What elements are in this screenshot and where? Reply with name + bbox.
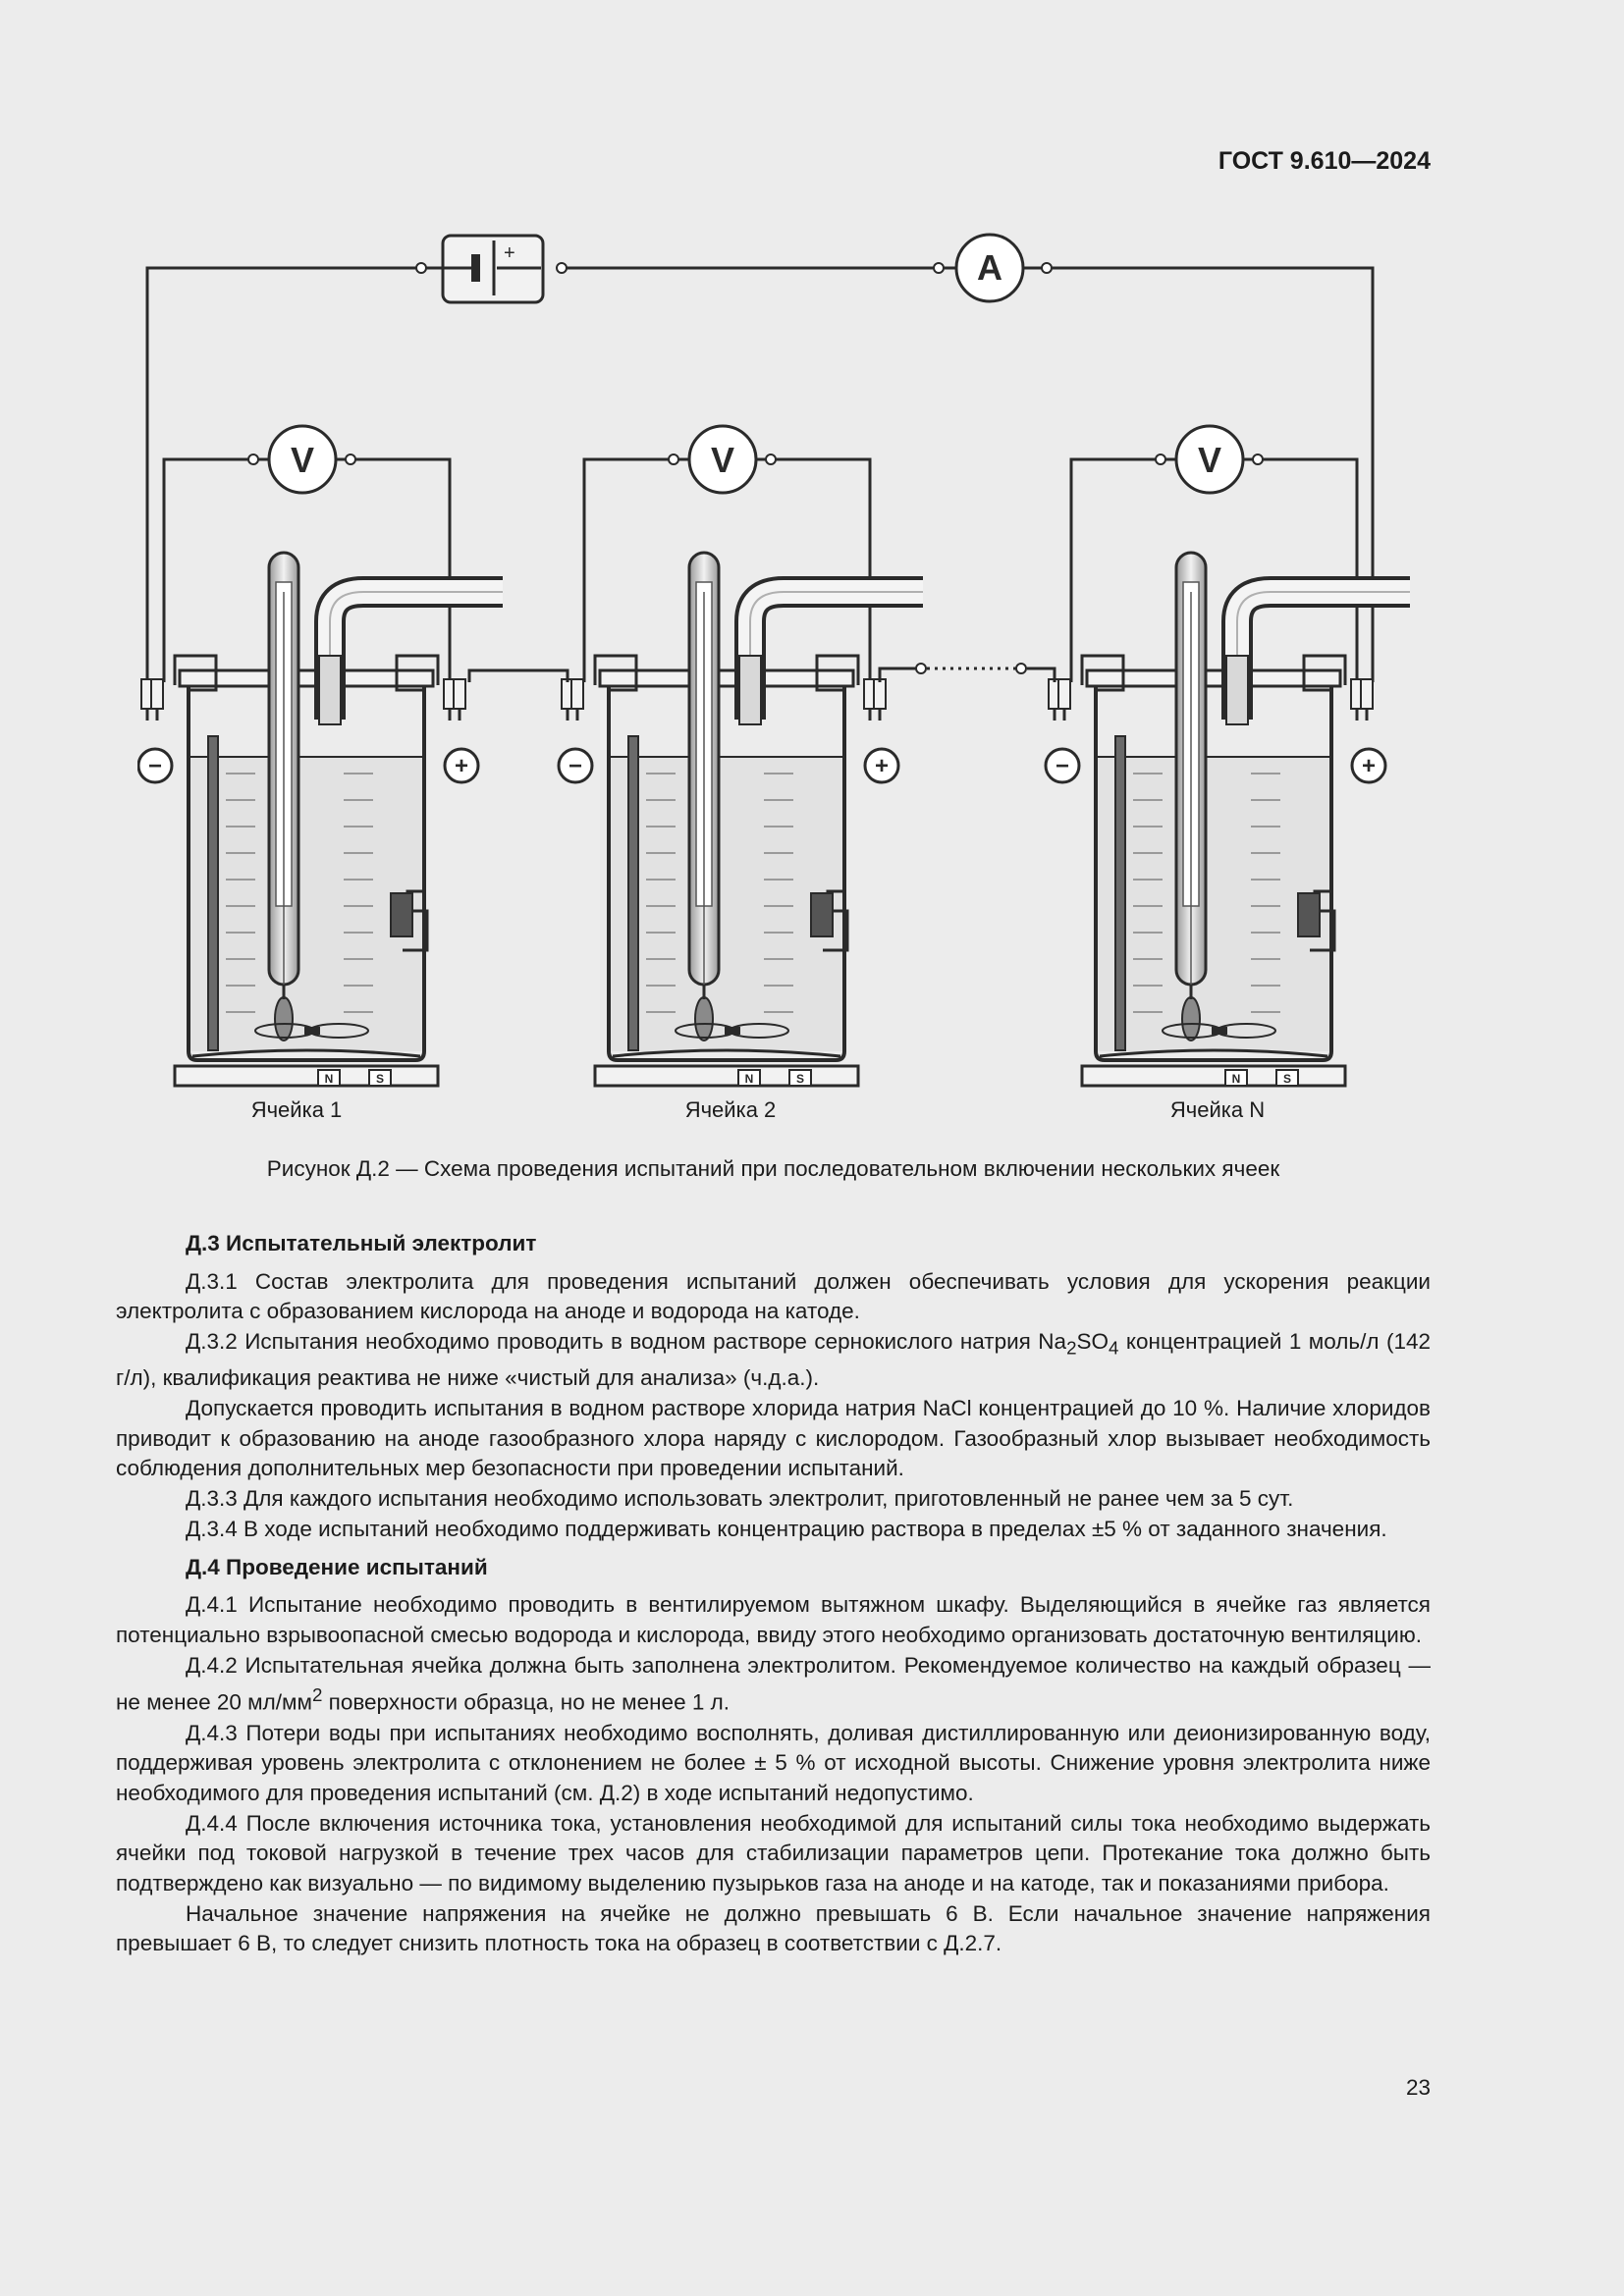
paragraph-d4-1: Д.4.1 Испытание необходимо проводить в вентилируемом вытяжном шкафу. Выделяющийся в ячейке газ является потенциально взрывоопасной смесью водорода и кислорода, ввиду этого необходимо организовать достаточную вентиляцию.: [116, 1592, 1431, 1647]
document-body: [116, 1229, 1431, 1959]
terminal-dot: [1042, 263, 1052, 273]
magnet-s-label: S: [795, 1072, 805, 1086]
voltmeter-symbol: V: [710, 440, 735, 480]
stirrer-base: [595, 1066, 858, 1086]
voltmeter-wire-left: [164, 459, 248, 682]
stirrer-base: [175, 1066, 438, 1086]
minus-symbol: −: [147, 753, 163, 779]
plus-symbol: +: [1361, 753, 1377, 779]
minus-symbol: −: [568, 753, 583, 779]
anode-specimen: [391, 893, 412, 936]
paragraph-d3-4: Д.3.4 В ходе испытаний необходимо поддерживать концентрацию раствора в пределах ±5 % от заданного значения.: [186, 1516, 1387, 1541]
terminal-clamp: [454, 679, 465, 709]
voltmeter-symbol: V: [290, 440, 315, 480]
magnet-n-label: N: [324, 1072, 334, 1086]
magnet-n-label: N: [1231, 1072, 1241, 1086]
magnet-s-label: S: [375, 1072, 385, 1086]
thermometer-bulb: [1182, 997, 1200, 1041]
terminal-dot: [766, 454, 776, 464]
gas-tube-stopper: [1226, 656, 1248, 724]
electrolytic-cell-1: [138, 426, 503, 1086]
anode-specimen: [811, 893, 833, 936]
terminal-dot: [1253, 454, 1263, 464]
beaker-lid: [180, 670, 433, 686]
voltmeter-wire-left: [1071, 459, 1156, 682]
stirrer-hub: [725, 1027, 740, 1035]
terminal-dot: [1156, 454, 1165, 464]
paragraph-d4-4: Д.4.4 После включения источника тока, установления необходимой для испытаний силы тока необходимо выдержать ячейки под токовой нагрузкой в течение трех часов для стабилизации параметров цепи. Протекание тока должно быть подтверждено как визуально — по видимому выделению пузырьков газа на аноде и на катоде, так и показаниями прибора.: [116, 1810, 1431, 1896]
test-circuit-figure: [137, 224, 1434, 1156]
electrolyte: [189, 757, 424, 1051]
cell-2-label: Ячейка 2: [684, 1097, 777, 1122]
voltmeter-wire-right: [776, 459, 870, 682]
terminal-dot: [1016, 664, 1026, 673]
section-d4-heading: Д.4 Проведение испытаний: [186, 1554, 488, 1579]
terminal-clamp: [874, 679, 886, 709]
gas-tube-stopper: [739, 656, 761, 724]
cell-n-label: Ячейка N: [1169, 1097, 1266, 1122]
minus-symbol: −: [1055, 753, 1070, 779]
stirrer-hub: [1212, 1027, 1227, 1035]
terminal-clamp: [571, 679, 583, 709]
ammeter-symbol: A: [977, 247, 1002, 288]
page-number: 23: [1405, 2075, 1431, 2100]
anode-specimen: [1298, 893, 1320, 936]
terminal-dot: [248, 454, 258, 464]
terminal-dot: [934, 263, 944, 273]
paragraph-d4-2: Д.4.2 Испытательная ячейка должна быть заполнена электролитом. Рекомендуемое количество на каждый образец — не менее 20 $мл/мм^2$ поверхности образца, но не менее 1 л.: [116, 1652, 1431, 1715]
stirrer-hub: [304, 1027, 320, 1035]
plus-symbol: +: [454, 753, 469, 779]
paragraph-d3-nacl: Допускается проводить испытания в водном растворе хлорида натрия NaCl концентрацией до 10 %. Наличие хлоридов приводит к образованию на аноде газообразного хлора наряду с кислородом. Газообразный хлор вызывает необходимость соблюдения дополнительных мер безопасности при проведении испытаний.: [116, 1396, 1431, 1481]
section-d3-heading: Д.3 Испытательный электролит: [186, 1231, 537, 1255]
terminal-dot: [416, 263, 426, 273]
beaker-lid: [1087, 670, 1340, 686]
electrolytic-cell-2: [559, 426, 923, 1086]
terminal-clamp: [151, 679, 163, 709]
cathode-rod: [208, 736, 218, 1050]
paragraph-d3-1: Д.3.1 Состав электролита для проведения испытаний должен обеспечивать условия для ускорения реакции электролита с образованием кислорода на аноде и водорода на катоде.: [116, 1268, 1431, 1324]
thermometer-bulb: [695, 997, 713, 1041]
cell-1-label: Ячейка 1: [250, 1097, 343, 1122]
paragraph-d3-2: Д.3.2 Испытания необходимо проводить в водном растворе сернокислого натрия $Na_2SO_4$ концентрацией 1 моль/л (142 г/л), квалификация реактива не ниже «чистый для анализа» (ч.д.а.).: [116, 1329, 1432, 1391]
stirrer-base: [1082, 1066, 1345, 1086]
terminal-dot: [669, 454, 678, 464]
voltmeter-wire-right: [1263, 459, 1357, 682]
thermometer-bulb: [275, 997, 293, 1041]
beaker-lid: [600, 670, 853, 686]
terminal-clamp: [1058, 679, 1070, 709]
magnet-n-label: N: [744, 1072, 754, 1086]
cathode-rod: [628, 736, 638, 1050]
gas-tube-stopper: [319, 656, 341, 724]
terminal-dot: [346, 454, 355, 464]
plus-symbol: +: [874, 753, 890, 779]
voltmeter-wire-right: [355, 459, 450, 682]
paragraph-d3-3: Д.3.3 Для каждого испытания необходимо использовать электролит, приготовленный не ранее чем за 5 сут.: [186, 1486, 1294, 1512]
electrolyte: [1096, 757, 1331, 1051]
electrolyte: [609, 757, 844, 1051]
cathode-rod: [1115, 736, 1125, 1050]
terminal-dot: [916, 664, 926, 673]
battery-plus-sign: +: [504, 242, 515, 264]
electrolytic-cell-3: [1046, 426, 1410, 1086]
paragraph-d4-5: Начальное значение напряжения на ячейке не должно превышать 6 В. Если начальное значение напряжения превышает 6 В, то следует снизить плотность тока на образец в соответствии с Д.2.7.: [116, 1900, 1431, 1956]
magnet-s-label: S: [1282, 1072, 1292, 1086]
wire-cell1-to-cell2: [469, 670, 568, 682]
battery-negative-plate: [471, 254, 480, 282]
figure-caption: Рисунок Д.2 — Схема проведения испытаний при последовательном включении нескольких ячеек: [266, 1156, 1280, 1181]
circuit-diagram: [137, 224, 1434, 1156]
terminal-clamp: [1361, 679, 1373, 709]
voltmeter-symbol: V: [1197, 440, 1222, 480]
voltmeter-wire-left: [584, 459, 669, 682]
paragraph-d4-3: Д.4.3 Потери воды при испытаниях необходимо восполнять, доливая дистиллированную или деионизированную воду, поддерживая уровень электролита с отклонением не более ± 5 % от исходной высоты. Снижение уровня электролита ниже необходимого для проведения испытаний (см. Д.2) в ходе испытаний недопустимо.: [116, 1720, 1431, 1805]
terminal-dot: [557, 263, 567, 273]
document-code: ГОСТ 9.610—2024: [1218, 147, 1431, 175]
